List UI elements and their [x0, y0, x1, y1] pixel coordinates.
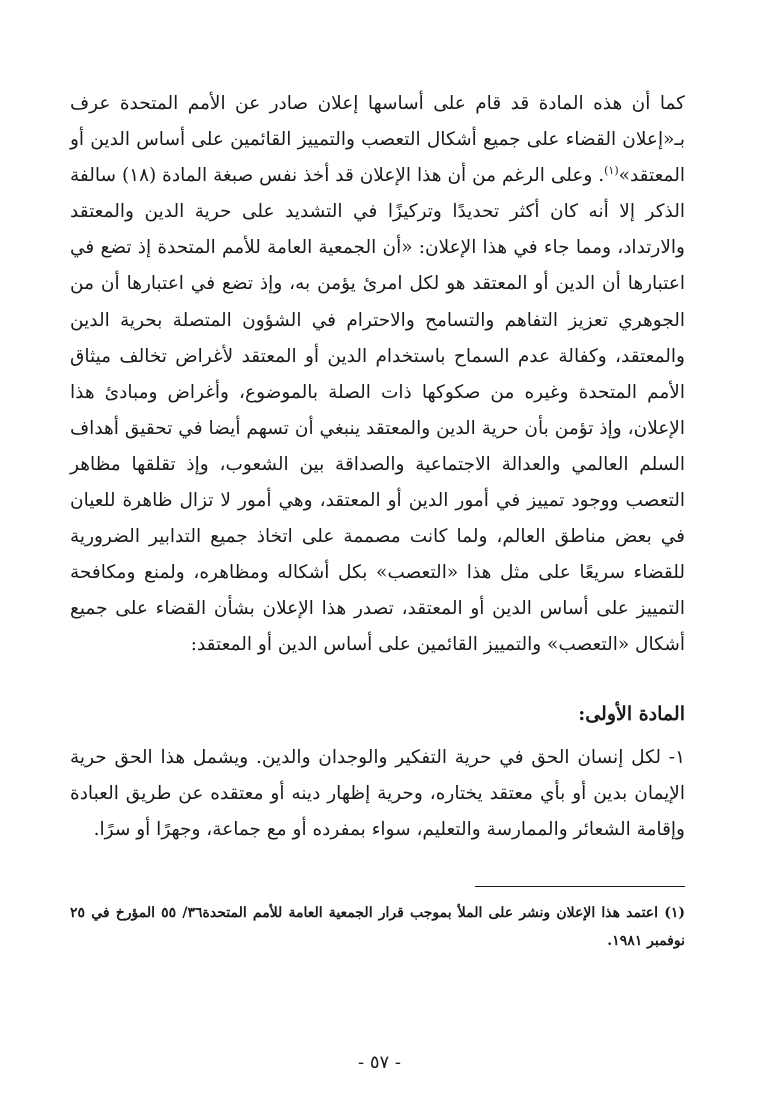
footnote: (١) اعتمد هذا الإعلان ونشر على الملأ بموجب قرار الجمعية العامة للأمم المتحدة٣٦/ ٥٥ المؤرخ في ٢٥ نوفمبر ١٩٨١.: [70, 904, 685, 949]
footnote-divider: [475, 886, 685, 887]
footnote-list: [70, 899, 685, 955]
body-paragraph: [70, 86, 685, 664]
article-heading: المادة الأولى:: [578, 702, 685, 725]
page-number: - ٥٧ -: [358, 1052, 401, 1073]
article-one-paragraph: ١- لكل إنسان الحق في حرية التفكير والوجدان والدين. ويشمل هذا الحق حرية الإيمان بدين أو بأي معتقد يختاره، وحرية إظهار دينه أو معتقده عن طريق العبادة وإقامة الشعائر والممارسة والتعليم، سواء بمفرده أو مع جماعة، وجهرًا أو سرًا.: [70, 746, 685, 840]
paragraph-text-start: كما أن هذه المادة قد قام على أساسها إعلان صادر عن الأمم المتحدة عرف بـ«إعلان القضاء على جميع أشكال التعصب والتمييز القائمين على أساس الدين أو المعتقد»: [70, 93, 685, 187]
paragraph-text-continued: . وعلى الرغم من أن هذا الإعلان قد أخذ نفس صبغة المادة (١٨) سالفة الذكر إلا أنه كان أكثر تحديدًا وتركيزًا في التشديد على حرية الدين والمعتقد والارتداد، ومما جاء في هذا الإعلان: «أن الجمعية العامة للأمم المتحدة إذ تضع في اعتبارها أن الدين أو المعتقد هو لكل امرئ يؤمن به، وإذ تضع في اعتبارها أن من الجوهري تعزيز التفاهم والتسامح والاحترام في الشؤون المتصلة بحرية الدين والمعتقد، وكفالة عدم السماح باستخدام الدين أو المعتقد لأغراض تخالف ميثاق الأمم المتحدة وغيره من صكوكها ذات الصلة بالموضوع، وأغراض ومبادئ هذا الإعلان، وإذ تؤمن بأن حرية الدين والمعتقد ينبغي أن تسهم أيضا في تحقيق أهداف السلم العالمي والعدالة الاجتماعية والصداقة بين الشعوب، وإذ تقلقها مظاهر التعصب ووجود تمييز في أمور الدين أو المعتقد، وهي أمور لا تزال ظاهرة للعيان في بعض مناطق العالم، ولما كانت مصممة على اتخاذ جميع التدابير الضرورية للقضاء سريعًا على مثل هذا «التعصب» بكل أشكاله ومظاهره، ولمنع ومكافحة التمييز على أساس الدين أو المعتقد، تصدر هذا الإعلان بشأن القضاء على جميع أشكال «التعصب» والتمييز القائمين على أساس الدين أو المعتقد:: [70, 165, 685, 656]
footnote-reference[interactable]: (١): [604, 164, 619, 178]
